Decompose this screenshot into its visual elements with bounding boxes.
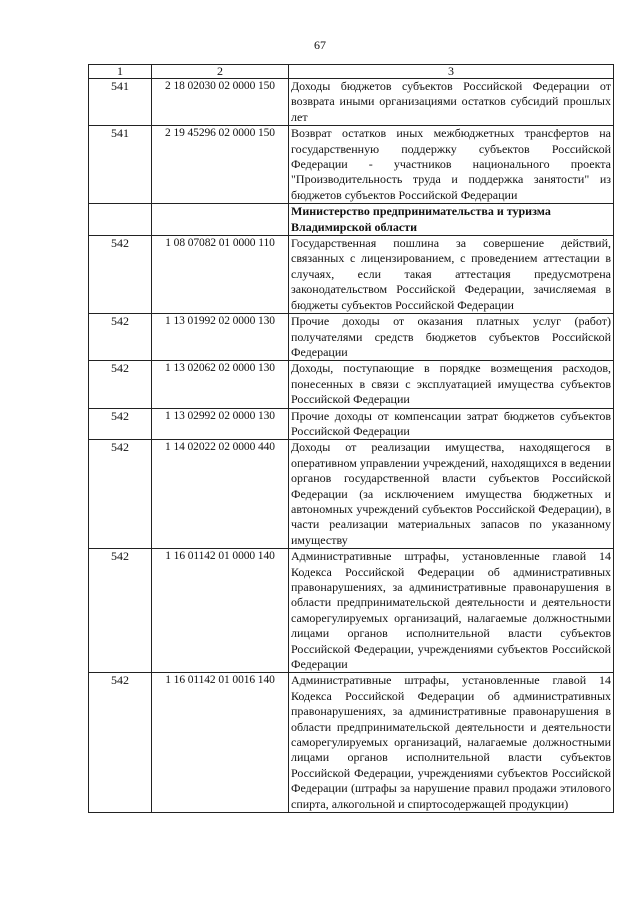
page-number: 67 — [314, 38, 326, 52]
revenue-name-cell: Прочие доходы от компенсации затрат бюджетов субъектов Российской Федерации — [289, 408, 614, 440]
empty-cell — [89, 204, 152, 236]
budget-code-cell: 1 08 07082 01 0000 110 — [152, 236, 289, 314]
revenue-name-cell: Административные штрафы, установленные главой 14 Кодекса Российской Федерации об административных правонарушениях, за административные правонарушения в области предпринимательской деятельности и деятельности саморегулируемых организаций, налагаемые должностными лицами органов исполнительной власти субъектов Российской Федерации, учреждениями субъектов Российской Федерации — [289, 549, 614, 673]
budget-code-cell: 2 19 45296 02 0000 150 — [152, 126, 289, 204]
admin-code-cell: 541 — [89, 79, 152, 126]
table-row — [89, 79, 614, 126]
column-header-admin-code: 1 — [89, 65, 152, 79]
column-header-revenue-name: 3 — [289, 65, 614, 79]
budget-code-cell: 1 16 01142 01 0016 140 — [152, 673, 289, 813]
empty-cell — [152, 204, 289, 236]
admin-code-cell: 542 — [89, 361, 152, 408]
admin-code-cell: 542 — [89, 673, 152, 813]
table-row — [89, 236, 614, 314]
budget-code-cell: 2 18 02030 02 0000 150 — [152, 79, 289, 126]
revenue-codes-table — [88, 64, 614, 813]
table-row — [89, 126, 614, 204]
revenue-name-cell: Доходы бюджетов субъектов Российской Федерации от возврата иными организациями остатков субсидий прошлых лет — [289, 79, 614, 126]
admin-code-cell: 542 — [89, 440, 152, 549]
revenue-name-cell: Доходы, поступающие в порядке возмещения расходов, понесенных в связи с эксплуатацией имущества субъектов Российской Федерации — [289, 361, 614, 408]
revenue-name-cell: Доходы от реализации имущества, находящегося в оперативном управлении учреждений, находящихся в ведении органов государственной власти субъектов Российской Федерации (за исключением имущества бюджетных и автономных учреждений субъектов Российской Федерации), в части реализации материальных запасов по указанному имуществу — [289, 440, 614, 549]
table-row — [89, 440, 614, 549]
table-row — [89, 673, 614, 813]
revenue-name-cell: Государственная пошлина за совершение действий, связанных с лицензированием, с проведением аттестации в случаях, если такая аттестация предусмотрена законодательством Российской Федерации, зачисляемая в бюджеты субъектов Российской Федерации — [289, 236, 614, 314]
table-row — [89, 361, 614, 408]
revenue-name-cell: Прочие доходы от оказания платных услуг (работ) получателями средств бюджетов субъектов Российской Федерации — [289, 314, 614, 361]
table-header-row — [89, 65, 614, 79]
revenue-name-cell: Возврат остатков иных межбюджетных трансфертов на государственную поддержку субъектов Российской Федерации - участников национального проекта "Производительность труда и поддержка занятости" из бюджетов субъектов Российской Федерации — [289, 126, 614, 204]
table-row — [89, 408, 614, 440]
admin-code-cell: 542 — [89, 236, 152, 314]
budget-code-cell: 1 13 02062 02 0000 130 — [152, 361, 289, 408]
budget-code-cell: 1 16 01142 01 0000 140 — [152, 549, 289, 673]
section-heading-row — [89, 204, 614, 236]
revenue-name-cell: Административные штрафы, установленные главой 14 Кодекса Российской Федерации об административных правонарушениях, за административные правонарушения в области предпринимательской деятельности и деятельности саморегулируемых организаций, налагаемые должностными лицами органов исполнительной власти субъектов Российской Федерации, учреждениями субъектов Российской Федерации (штрафы за нарушение правил продажи этилового спирта, алкогольной и спиртосодержащей продукции) — [289, 673, 614, 813]
admin-code-cell: 542 — [89, 549, 152, 673]
table-row — [89, 549, 614, 673]
table-row — [89, 314, 614, 361]
admin-code-cell: 541 — [89, 126, 152, 204]
budget-code-cell: 1 14 02022 02 0000 440 — [152, 440, 289, 549]
budget-code-cell: 1 13 01992 02 0000 130 — [152, 314, 289, 361]
column-header-budget-code: 2 — [152, 65, 289, 79]
admin-code-cell: 542 — [89, 314, 152, 361]
admin-code-cell: 542 — [89, 408, 152, 440]
budget-code-cell: 1 13 02992 02 0000 130 — [152, 408, 289, 440]
section-heading: Министерство предпринимательства и туризма Владимирской области — [289, 204, 614, 236]
